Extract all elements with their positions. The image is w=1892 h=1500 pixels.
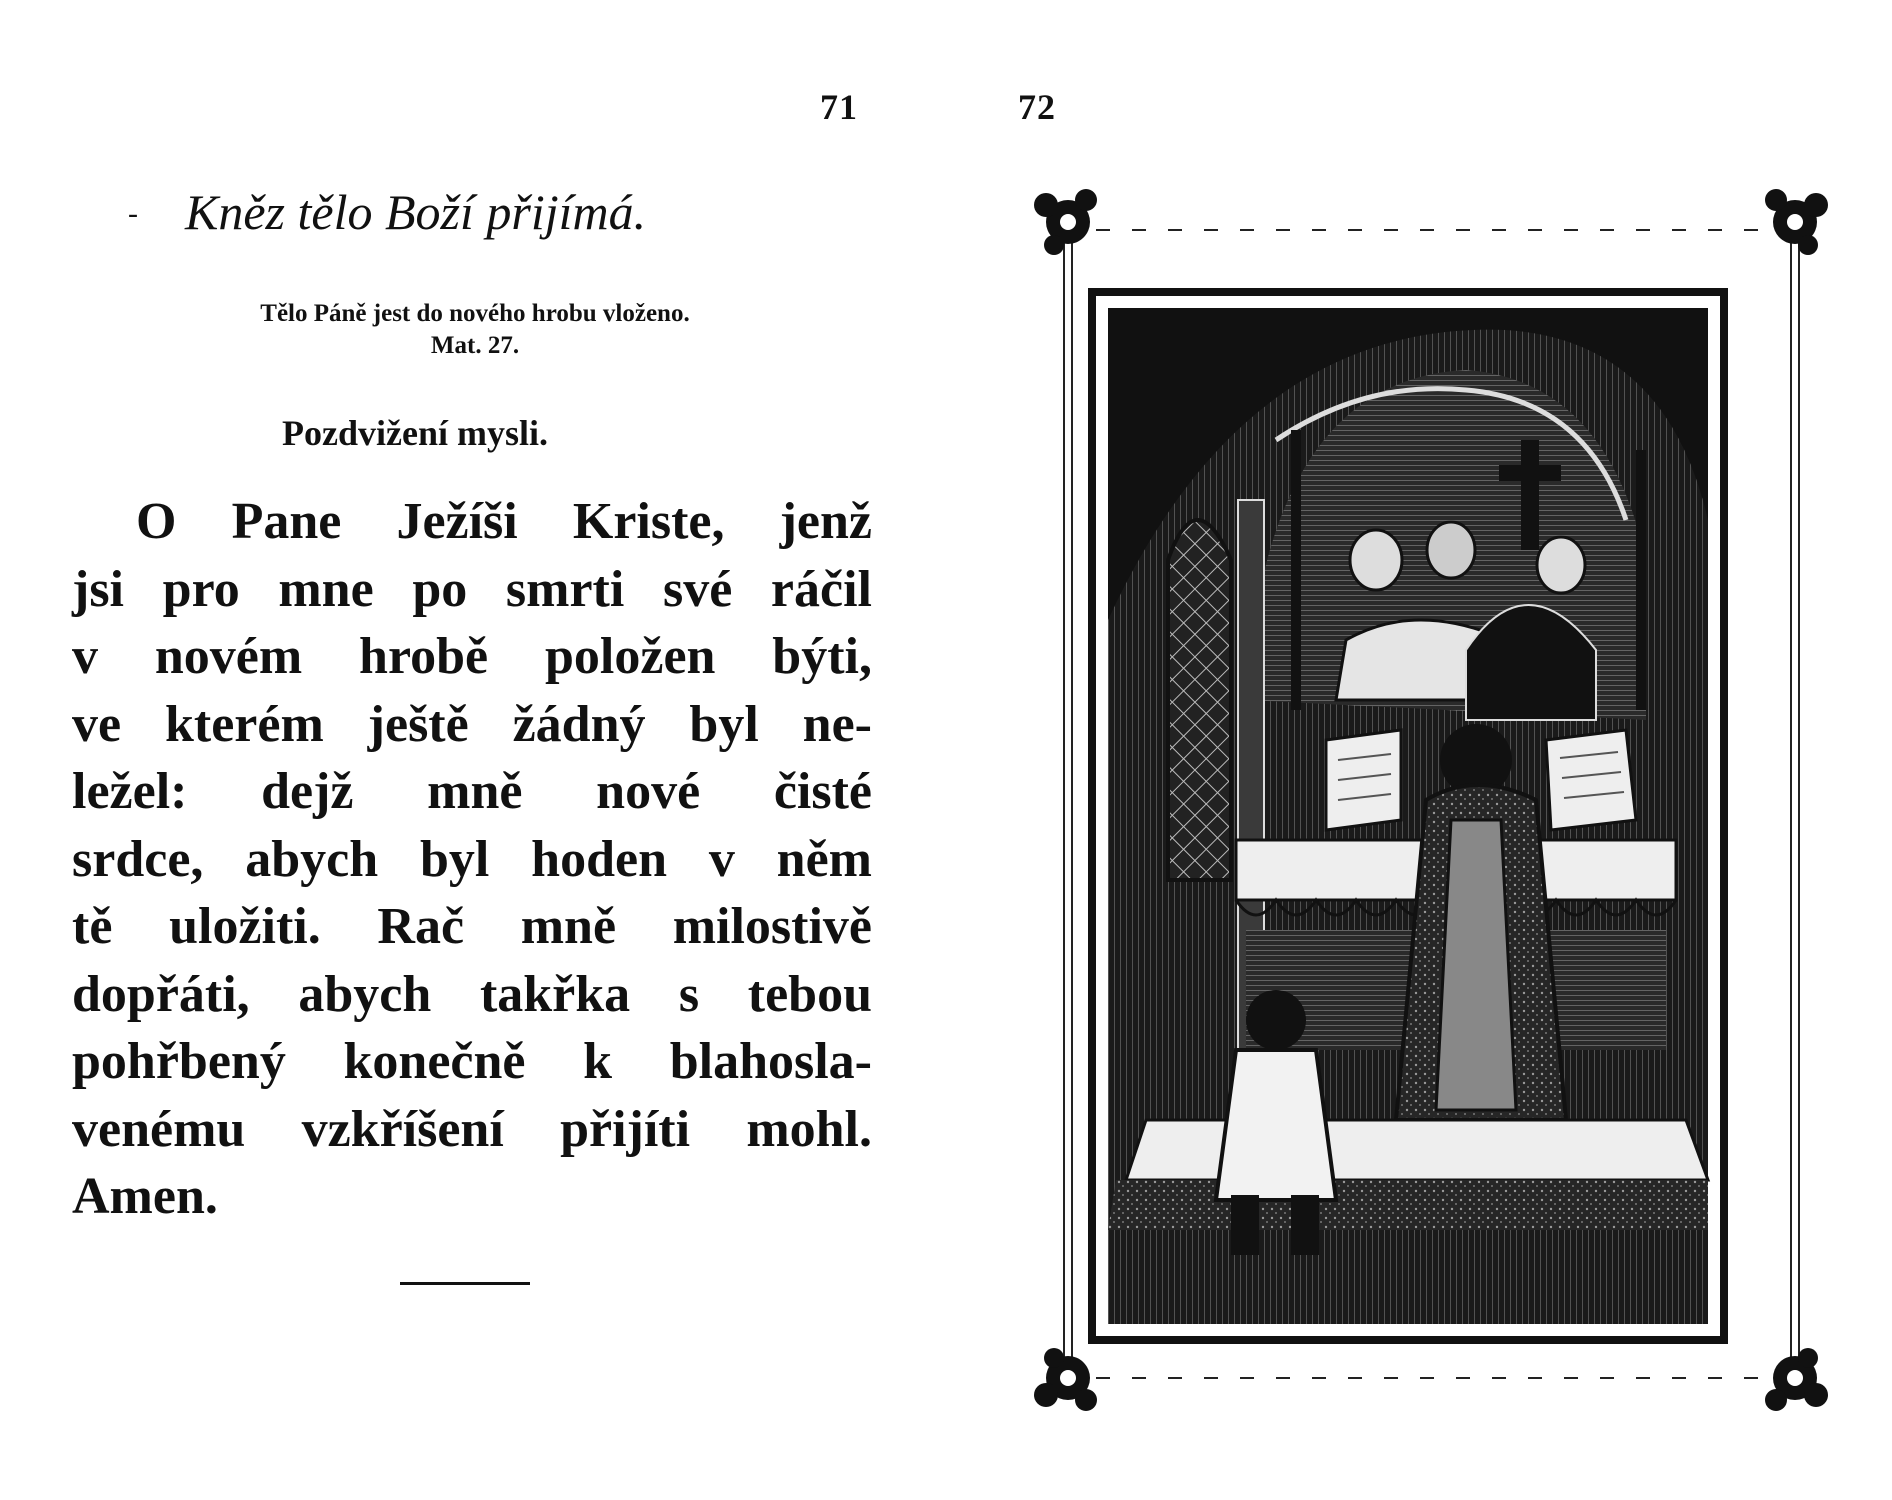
corner-ornament-top-right — [1765, 189, 1828, 255]
chapter-title: Kněz tělo Boží přijímá. — [185, 184, 647, 240]
page-number-right: 72 — [1018, 87, 1056, 127]
prayer-text — [72, 488, 872, 1231]
scripture-reference — [110, 298, 840, 362]
scripture-ref-line-1: Tělo Páně jest do nového hrobu vloženo. — [260, 300, 690, 327]
corner-ornament-bottom-right — [1765, 1348, 1828, 1411]
prayer-line: Amen. — [72, 1168, 218, 1225]
prayer-line: dopřáti, abych takřka s tebou — [72, 965, 872, 1023]
prayer-line: venému vzkříšení přijíti mohl. — [72, 1100, 872, 1158]
prayer-line: jsi pro mne po smrti své ráčil — [72, 560, 872, 618]
prayer-line: tě uložiti. Rač mně milostivě — [72, 898, 872, 955]
scripture-ref-line-2: Mat. 27. — [430, 332, 520, 359]
end-rule — [400, 1282, 530, 1285]
prayer-line: O Pane Ježíši Kriste, jenž — [136, 493, 872, 550]
page-number-left: 71 — [820, 87, 858, 127]
altar-step-bottom — [1108, 1180, 1708, 1230]
section-heading: Pozdvižení mysli. — [282, 413, 548, 453]
right-page — [946, 0, 1892, 1500]
gothic-window — [1168, 520, 1231, 880]
prayer-line: ve kterém ještě žádný byl ne- — [72, 695, 872, 753]
candle-left — [1291, 430, 1301, 710]
prayer-line: ležel: dejž mně nové čisté — [72, 763, 872, 820]
floor — [1108, 1230, 1708, 1324]
prayer-line: v novém hrobě položen býti, — [72, 628, 872, 685]
dash-mark: - — [128, 197, 138, 230]
corner-ornament-top-left — [1034, 189, 1097, 255]
prayer-line: srdce, abych byl hoden v něm — [72, 830, 872, 888]
corner-ornament-bottom-left — [1034, 1348, 1097, 1411]
prayer-line: pohřbený konečně k blahosla- — [72, 1033, 872, 1090]
candle-right — [1636, 450, 1646, 710]
illustration-engraving — [946, 0, 1892, 1500]
altar-step-top — [1126, 1120, 1708, 1180]
